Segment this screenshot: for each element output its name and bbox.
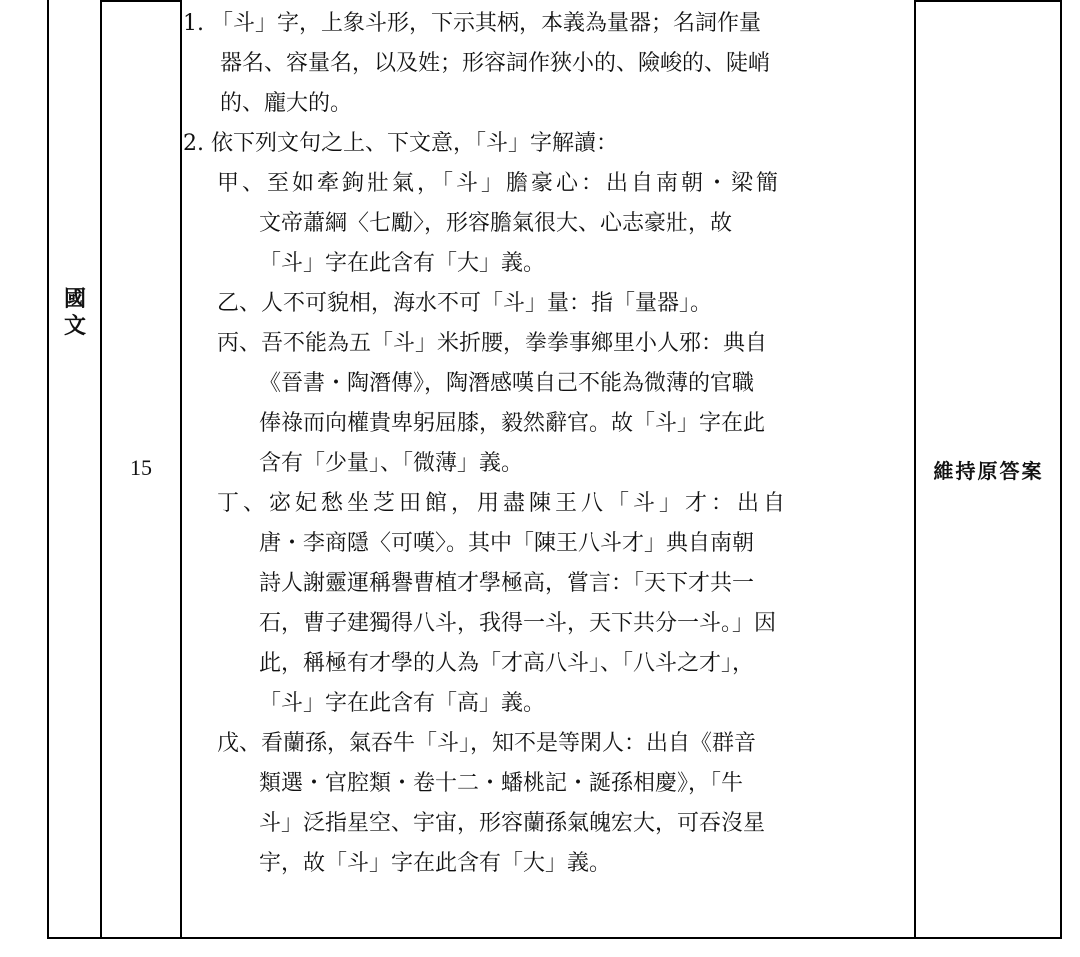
explanation-line: 乙、人不可貌相，海水不可「斗」量：指「量器」。 [217, 291, 713, 316]
explanation-line: 的、龐大的。 [220, 91, 353, 116]
explanation-line: 含有「少量」、「微薄」義。 [259, 451, 524, 476]
explanation-line: 俸祿而向權貴卑躬屈膝，毅然辭官。故「斗」字在此 [259, 411, 766, 436]
explanation-line: 類選・官腔類・卷十二・蟠桃記・誕孫相慶》，「牛 [259, 771, 744, 796]
table-border-bottom [47, 937, 1062, 939]
table-border-left [47, 0, 49, 939]
explanation-line: 此，稱極有才學的人為「才高八斗」、「八斗之才」， [259, 651, 755, 676]
table-divider-number [180, 0, 182, 939]
explanation-line: 丙、吾不能為五「斗」米折腰，拳拳事鄉里小人邪：典自 [217, 331, 768, 356]
explanation-line: 甲、至如牽鉤壯氣，「斗」膽豪心：出自南朝・梁簡 [217, 171, 782, 196]
subject-char: 國 [63, 286, 86, 312]
explanation-line: 斗」泛指星空、宇宙，形容蘭孫氣魄宏大，可吞沒星 [259, 811, 766, 836]
explanation-line: 唐・李商隱〈可嘆〉。其中「陳王八斗才」典自南朝 [259, 531, 755, 556]
explanation-line: 石，曹子建獨得八斗，我得一斗，天下共分一斗。」因 [259, 611, 777, 636]
explanation-line: 1. 「斗」字，上象斗形，下示其柄，本義為量器；名詞作量 [183, 11, 761, 36]
explanation-line: 「斗」字在此含有「大」義。 [259, 251, 546, 276]
subject-char: 文 [63, 313, 86, 339]
explanation-line: 2. 依下列文句之上、下文意，「斗」字解讀： [183, 131, 618, 156]
explanation-line: 《晉書・陶潛傳》，陶潛感嘆自己不能為微薄的官職 [259, 371, 755, 396]
explanation-line: 「斗」字在此含有「高」義。 [259, 691, 546, 716]
table-row-top-border-result [914, 0, 1062, 2]
explanation-line: 詩人謝靈運稱譽曹植才學極高，嘗言：「天下才共一 [259, 571, 755, 596]
result-cell: 維持原答案 [933, 459, 1044, 483]
explanation-line: 宇，故「斗」字在此含有「大」義。 [259, 851, 612, 876]
table-row-top-border-number [100, 0, 182, 2]
explanation-line: 器名、容量名，以及姓；形容詞作狹小的、險峻的、陡峭 [220, 51, 771, 76]
explanation-line: 文帝蕭綱〈七勵〉，形容膽氣很大、心志豪壯，故 [259, 211, 733, 236]
subject-cell [50, 286, 100, 340]
explanation-line: 丁、宓妃愁坐芝田館，用盡陳王八「斗」才：出自 [217, 491, 790, 516]
question-number: 15 [130, 455, 152, 480]
explanation-line: 戊、看蘭孫，氣吞牛「斗」，知不是等閑人：出自《群音 [217, 731, 757, 756]
